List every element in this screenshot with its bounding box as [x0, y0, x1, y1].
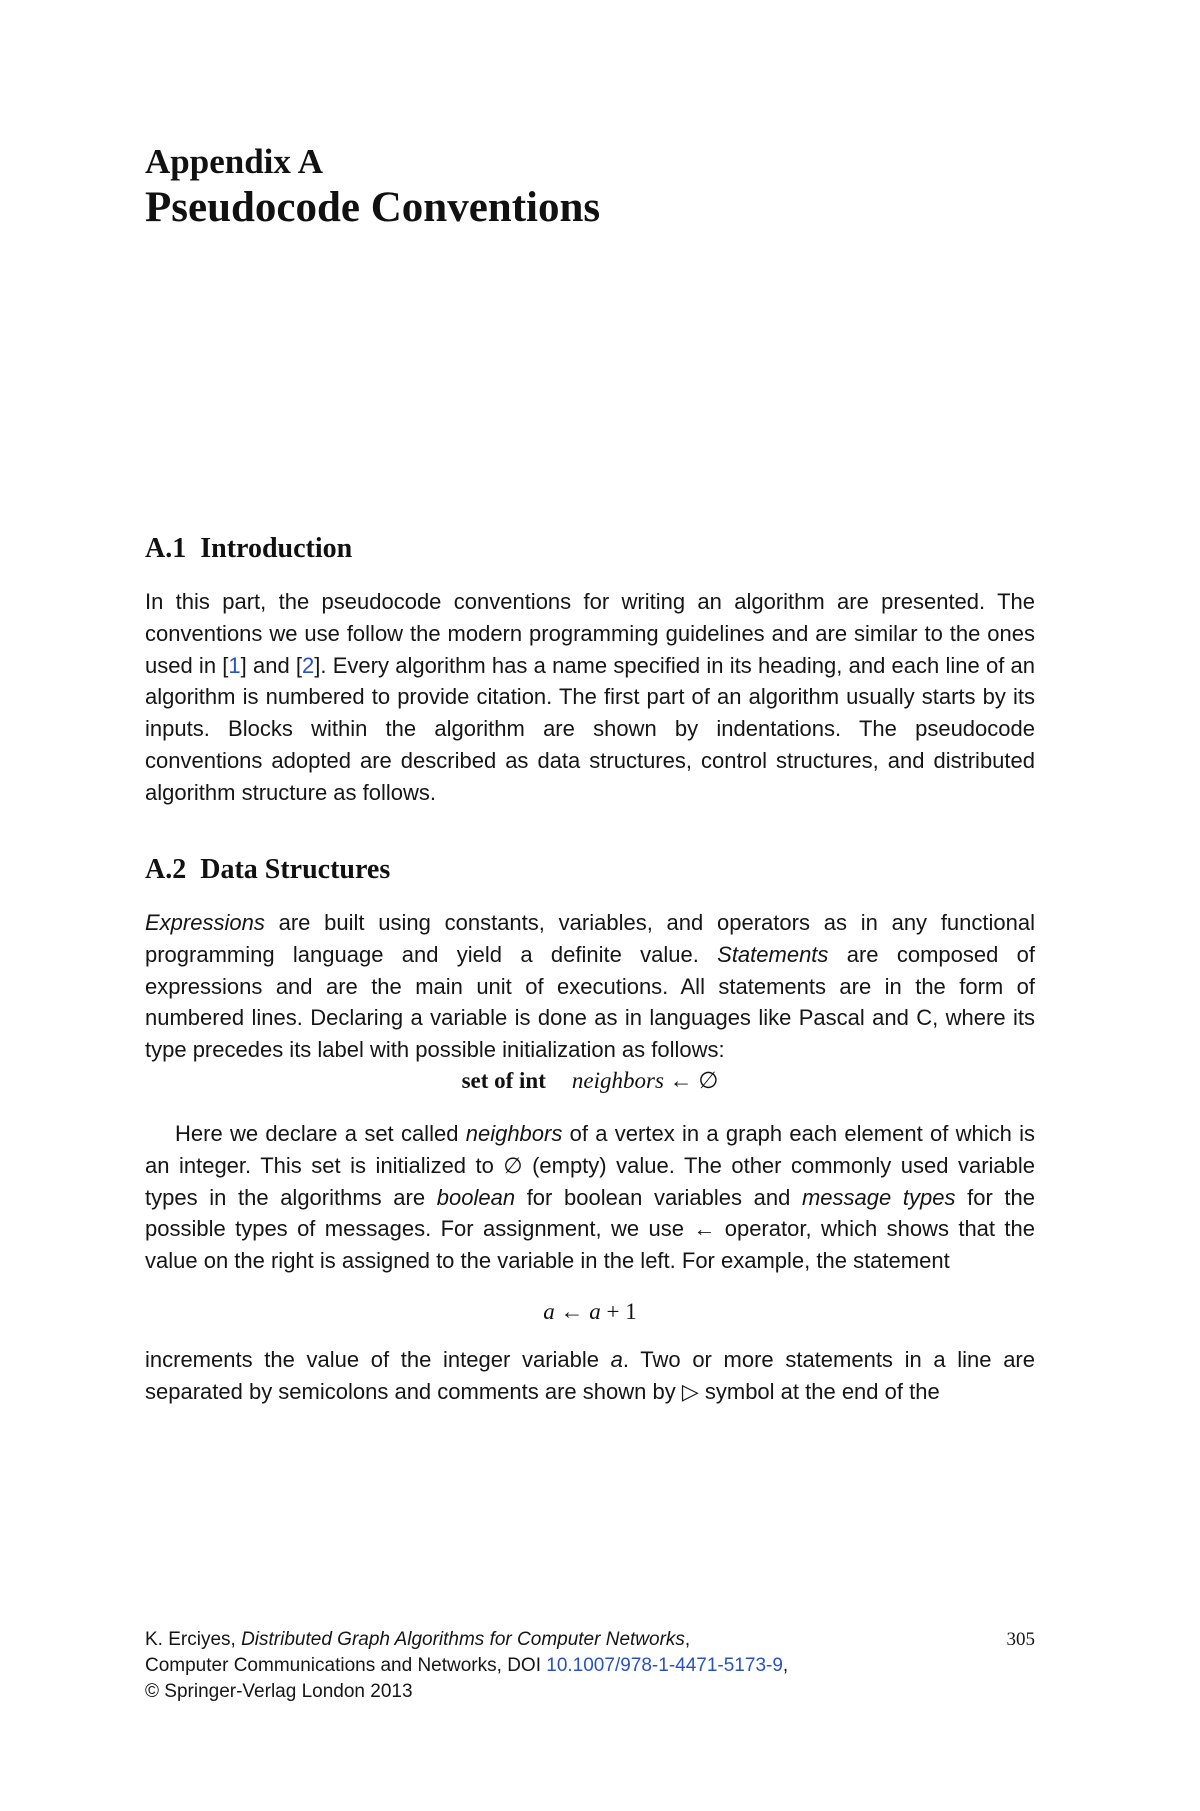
doi-link[interactable]: 10.1007/978-1-4471-5173-9 — [546, 1655, 783, 1676]
emphasis-term: message types — [801, 1184, 956, 1210]
text-run: of a vertex in a graph each element of which is an integer. This set is initialized to ∅ (empty) value. The other commonly used variable types in the algorithms are — [145, 1121, 1036, 1210]
text-run: increments the value of the integer variable — [145, 1347, 611, 1372]
introduction-paragraph — [145, 586, 1035, 809]
type-keyword: set of int — [461, 1068, 546, 1093]
citation-link-2[interactable]: 2 — [302, 652, 315, 678]
section-heading-data-structures — [145, 854, 390, 886]
variable-name: a — [589, 1299, 601, 1324]
text-run: Here we declare a set called — [175, 1121, 466, 1146]
text-run: , — [782, 1655, 789, 1676]
emphasis-term: neighbors — [465, 1121, 563, 1146]
assignment-operator: ← — [554, 1299, 590, 1324]
section-number: A.1 — [145, 533, 187, 564]
text-run: for the possible types of messages. For assignment, we use ← operator, which shows that the value on the right is assigned to the variable in the left. For example, the statement — [145, 1184, 1035, 1274]
text-run: . Two or more statements in a line are separated by semicolons and comments are shown by ▷ symbol at the end of the — [145, 1347, 1035, 1404]
variable-name: a — [543, 1299, 555, 1324]
emphasis-term: Statements — [717, 941, 829, 967]
section-heading-introduction — [145, 533, 352, 565]
section-title: Introduction — [200, 533, 353, 564]
emphasis-term: a — [610, 1347, 623, 1372]
chapter-title: Pseudocode Conventions — [145, 184, 601, 231]
data-structures-paragraph-3 — [145, 1344, 1035, 1408]
series-name: Computer Communications and Networks, DOI — [145, 1655, 547, 1676]
page-number: 305 — [1006, 1629, 1035, 1650]
variable-name: neighbors — [571, 1068, 664, 1093]
section-title: Data Structures — [200, 854, 391, 885]
citation-link-1[interactable]: 1 — [228, 652, 241, 678]
increment-example — [145, 1299, 1035, 1325]
text-run: ]. Every algorithm has a name specified in its heading, and each line of an algorithm is numbered to provide citation. The first part of an algorithm usually starts by its inputs. Blocks within the algorithm are shown by indentations. The pseudocode conventions adopted are described as data structures, control structures, and distributed algorithm structure as follows. — [145, 652, 1036, 805]
emphasis-term: boolean — [436, 1184, 516, 1210]
data-structures-paragraph-1 — [145, 907, 1035, 1066]
text-run: are composed of expressions and are the main unit of executions. All statements are in the form of numbered lines. Declaring a variable is done as in languages like Pascal and C, where its type precedes its label with possible initialization as follows: — [145, 941, 1035, 1063]
assignment-operator: ← ∅ — [663, 1068, 719, 1093]
appendix-label: Appendix A — [145, 142, 323, 181]
text-run: are built using constants, variables, and operators as in any functional programming language and yield a definite value. — [145, 910, 1035, 967]
page-footer — [145, 1627, 1035, 1705]
section-number: A.2 — [145, 854, 187, 885]
data-structures-paragraph-2 — [145, 1118, 1035, 1277]
text-run: for boolean variables and — [515, 1184, 802, 1210]
emphasis-term: Expressions — [145, 910, 265, 935]
declaration-example — [145, 1068, 1035, 1094]
book-title: Distributed Graph Algorithms for Computer Networks — [241, 1629, 685, 1650]
text-run: ] and [ — [240, 652, 303, 678]
series-line — [145, 1653, 1035, 1679]
copyright-line: © Springer-Verlag London 2013 — [145, 1681, 413, 1702]
plus-operator: + 1 — [600, 1299, 637, 1324]
text-run: , — [684, 1629, 691, 1650]
author-name: K. Erciyes, — [145, 1629, 242, 1650]
text-run: In this part, the pseudocode conventions for writing an algorithm are presented. The conventions we use follow the modern programming guidelines and are similar to the ones used in [ — [145, 589, 1035, 678]
citation-line — [145, 1627, 1035, 1653]
